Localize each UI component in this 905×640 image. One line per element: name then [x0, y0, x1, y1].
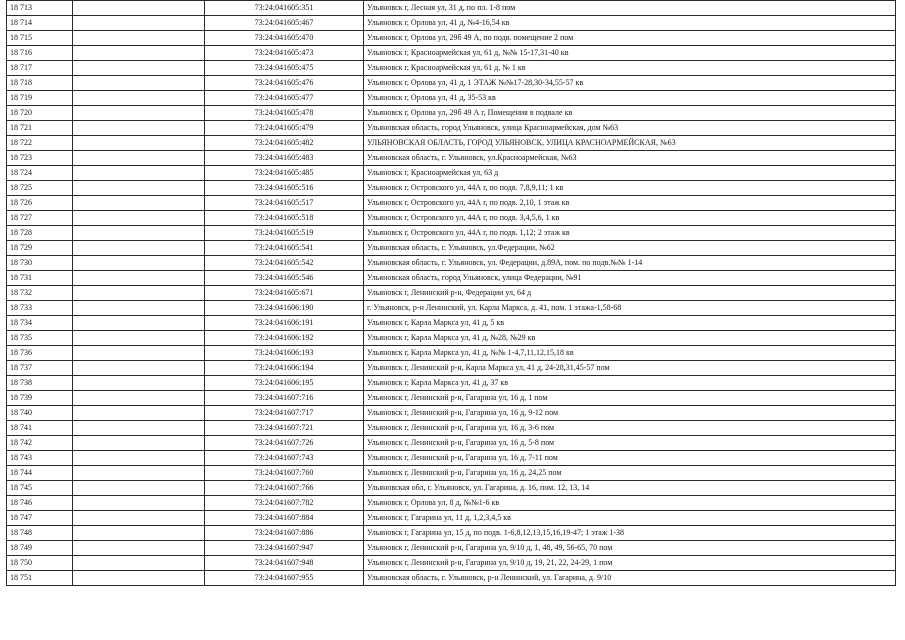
- table-row: [7, 226, 896, 241]
- table-row: [7, 496, 896, 511]
- cadastral-number-cell: 73:24:041607:884: [205, 511, 364, 526]
- empty-cell: [73, 106, 205, 121]
- row-number-cell: 18 715: [7, 31, 73, 46]
- row-number-cell: 18 733: [7, 301, 73, 316]
- address-cell: Ульяновск г, Карла Маркса ул, 41 д, №№ 1-4,7,11,12,15,18 кв: [364, 346, 896, 361]
- address-cell: Ульяновск г, Орлова ул, 29б 49 А г, Помещения в подвале кв: [364, 106, 896, 121]
- row-number-cell: 18 747: [7, 511, 73, 526]
- table-row: [7, 406, 896, 421]
- empty-cell: [73, 1, 205, 16]
- cadastral-number-cell: 73:24:041605:477: [205, 91, 364, 106]
- address-cell: Ульяновск г, Ленинский р-н, Гагарина ул, 9/10 д, 19, 21, 22, 24-29, 1 пом: [364, 556, 896, 571]
- address-cell: Ульяновск г, Ленинский р-н, Федерации ул, 64 д: [364, 286, 896, 301]
- address-cell: Ульяновск г, Островского ул, 44А г, по подв. 7,8,9,11; 1 кв: [364, 181, 896, 196]
- row-number-cell: 18 743: [7, 451, 73, 466]
- empty-cell: [73, 76, 205, 91]
- address-cell: Ульяновск г, Ленинский р-н, Гагарина ул, 16 д, 9-12 пом: [364, 406, 896, 421]
- address-cell: Ульяновск г, Орлова ул, 41 д, №4-16,54 кв: [364, 16, 896, 31]
- address-cell: Ульяновск г, Красноармейская ул, 61 д, № 1 кв: [364, 61, 896, 76]
- empty-cell: [73, 91, 205, 106]
- address-cell: Ульяновская область, г. Ульяновск, ул. Федерации, д.89А, пом. по подв.№№ 1-14: [364, 256, 896, 271]
- address-cell: Ульяновская область, г. Ульяновск, ул.Красноармейская, №63: [364, 151, 896, 166]
- table-row: [7, 241, 896, 256]
- row-number-cell: 18 741: [7, 421, 73, 436]
- address-cell: Ульяновск г, Красноармейская ул, 63 д: [364, 166, 896, 181]
- address-cell: Ульяновск г, Ленинский р-н, Гагарина ул, 16 д, 24,25 пом: [364, 466, 896, 481]
- table-row: [7, 316, 896, 331]
- table-row: [7, 451, 896, 466]
- address-cell: Ульяновск г, Островского ул, 44А г, по подв. 3,4,5,6, 1 кв: [364, 211, 896, 226]
- cadastral-number-cell: 73:24:041607:948: [205, 556, 364, 571]
- address-cell: Ульяновск г, Ленинский р-н, Карла Маркса ул, 41 д, 24-28,31,45-57 пом: [364, 361, 896, 376]
- row-number-cell: 18 735: [7, 331, 73, 346]
- table-row: [7, 331, 896, 346]
- cadastral-number-cell: 73:24:041605:541: [205, 241, 364, 256]
- address-cell: Ульяновская область, г. Ульяновск, р-н Ленинский, ул. Гагарина, д. 9/10: [364, 571, 896, 586]
- empty-cell: [73, 421, 205, 436]
- cadastral-number-cell: 73:24:041605:467: [205, 16, 364, 31]
- table-row: [7, 76, 896, 91]
- cadastral-number-cell: 73:24:041607:782: [205, 496, 364, 511]
- empty-cell: [73, 316, 205, 331]
- row-number-cell: 18 720: [7, 106, 73, 121]
- row-number-cell: 18 748: [7, 526, 73, 541]
- row-number-cell: 18 738: [7, 376, 73, 391]
- empty-cell: [73, 556, 205, 571]
- cadastral-number-cell: 73:24:041607:760: [205, 466, 364, 481]
- cadastral-number-cell: 73:24:041605:518: [205, 211, 364, 226]
- empty-cell: [73, 466, 205, 481]
- empty-cell: [73, 286, 205, 301]
- row-number-cell: 18 744: [7, 466, 73, 481]
- empty-cell: [73, 361, 205, 376]
- address-cell: Ульяновская область, город Ульяновск, улица Красноармейская, дом №63: [364, 121, 896, 136]
- table-row: [7, 376, 896, 391]
- row-number-cell: 18 740: [7, 406, 73, 421]
- address-cell: Ульяновск г, Красноармейская ул, 61 д, №№ 15-17,31-40 кв: [364, 46, 896, 61]
- empty-cell: [73, 121, 205, 136]
- row-number-cell: 18 729: [7, 241, 73, 256]
- table-row: [7, 61, 896, 76]
- table-row: [7, 571, 896, 586]
- empty-cell: [73, 196, 205, 211]
- address-cell: УЛЬЯНОВСКАЯ ОБЛАСТЬ, ГОРОД УЛЬЯНОВСК, УЛИЦА КРАСНОАРМЕЙСКАЯ, №63: [364, 136, 896, 151]
- row-number-cell: 18 734: [7, 316, 73, 331]
- row-number-cell: 18 713: [7, 1, 73, 16]
- row-number-cell: 18 732: [7, 286, 73, 301]
- table-row: [7, 361, 896, 376]
- empty-cell: [73, 436, 205, 451]
- cadastral-number-cell: 73:24:041607:721: [205, 421, 364, 436]
- empty-cell: [73, 181, 205, 196]
- address-cell: Ульяновск г, Гагарина ул, 11 д, 1,2,3,4,5 кв: [364, 511, 896, 526]
- row-number-cell: 18 716: [7, 46, 73, 61]
- cadastral-number-cell: 73:24:041607:716: [205, 391, 364, 406]
- cadastral-number-cell: 73:24:041606:191: [205, 316, 364, 331]
- cadastral-number-cell: 73:24:041607:947: [205, 541, 364, 556]
- table-row: [7, 481, 896, 496]
- address-cell: Ульяновская область, город Ульяновск, улица Федерации, №91: [364, 271, 896, 286]
- cadastral-number-cell: 73:24:041606:190: [205, 301, 364, 316]
- empty-cell: [73, 16, 205, 31]
- empty-cell: [73, 526, 205, 541]
- empty-cell: [73, 346, 205, 361]
- cadastral-number-cell: 73:24:041605:517: [205, 196, 364, 211]
- row-number-cell: 18 725: [7, 181, 73, 196]
- row-number-cell: 18 714: [7, 16, 73, 31]
- table-row: [7, 136, 896, 151]
- registry-table-body: [7, 1, 896, 586]
- cadastral-number-cell: 73:24:041605:476: [205, 76, 364, 91]
- empty-cell: [73, 61, 205, 76]
- table-row: [7, 166, 896, 181]
- empty-cell: [73, 511, 205, 526]
- row-number-cell: 18 723: [7, 151, 73, 166]
- row-number-cell: 18 726: [7, 196, 73, 211]
- empty-cell: [73, 451, 205, 466]
- registry-table: [6, 0, 896, 586]
- address-cell: Ульяновск г, Островского ул, 44А г, по подв. 1,12; 2 этаж кв: [364, 226, 896, 241]
- table-row: [7, 271, 896, 286]
- address-cell: Ульяновск г, Карла Маркса ул, 41 д, №28, №29 кв: [364, 331, 896, 346]
- empty-cell: [73, 256, 205, 271]
- empty-cell: [73, 376, 205, 391]
- cadastral-number-cell: 73:24:041605:470: [205, 31, 364, 46]
- empty-cell: [73, 136, 205, 151]
- address-cell: Ульяновск г, Островского ул, 44А г, по подв. 2,10, 1 этаж кв: [364, 196, 896, 211]
- table-row: [7, 181, 896, 196]
- address-cell: Ульяновская обл, г. Ульяновск, ул. Гагарина, д. 16, пом. 12, 13, 14: [364, 481, 896, 496]
- cadastral-number-cell: 73:24:041605:475: [205, 61, 364, 76]
- table-row: [7, 106, 896, 121]
- row-number-cell: 18 719: [7, 91, 73, 106]
- table-row: [7, 151, 896, 166]
- table-row: [7, 466, 896, 481]
- row-number-cell: 18 750: [7, 556, 73, 571]
- table-row: [7, 196, 896, 211]
- cadastral-number-cell: 73:24:041606:193: [205, 346, 364, 361]
- row-number-cell: 18 751: [7, 571, 73, 586]
- table-row: [7, 436, 896, 451]
- empty-cell: [73, 151, 205, 166]
- address-cell: Ульяновск г, Карла Маркса ул, 41 д, 37 кв: [364, 376, 896, 391]
- cadastral-number-cell: 73:24:041607:886: [205, 526, 364, 541]
- cadastral-number-cell: 73:24:041605:542: [205, 256, 364, 271]
- cadastral-number-cell: 73:24:041605:483: [205, 151, 364, 166]
- row-number-cell: 18 718: [7, 76, 73, 91]
- address-cell: Ульяновск г, Лесная ул, 31 д, по пл. 1-8 пом: [364, 1, 896, 16]
- row-number-cell: 18 746: [7, 496, 73, 511]
- cadastral-number-cell: 73:24:041605:671: [205, 286, 364, 301]
- empty-cell: [73, 46, 205, 61]
- empty-cell: [73, 301, 205, 316]
- table-row: [7, 1, 896, 16]
- row-number-cell: 18 737: [7, 361, 73, 376]
- cadastral-number-cell: 73:24:041605:482: [205, 136, 364, 151]
- cadastral-number-cell: 73:24:041605:546: [205, 271, 364, 286]
- cadastral-number-cell: 73:24:041605:351: [205, 1, 364, 16]
- address-cell: Ульяновская область, г. Ульяновск, ул.Федерации, №62: [364, 241, 896, 256]
- address-cell: Ульяновск г, Ленинский р-н, Гагарина ул, 16 д, 1 пом: [364, 391, 896, 406]
- table-row: [7, 346, 896, 361]
- empty-cell: [73, 481, 205, 496]
- row-number-cell: 18 745: [7, 481, 73, 496]
- cadastral-number-cell: 73:24:041605:473: [205, 46, 364, 61]
- table-row: [7, 211, 896, 226]
- table-row: [7, 91, 896, 106]
- address-cell: Ульяновск г, Орлова ул, 41 д, 1 ЭТАЖ №№17-28,30-34,55-57 кв: [364, 76, 896, 91]
- address-cell: г. Ульяновск, р-н Ленинский, ул. Карла Маркса, д. 41, пом. 1 этажа-1,58-68: [364, 301, 896, 316]
- cadastral-number-cell: 73:24:041605:479: [205, 121, 364, 136]
- cadastral-number-cell: 73:24:041606:194: [205, 361, 364, 376]
- table-row: [7, 511, 896, 526]
- row-number-cell: 18 736: [7, 346, 73, 361]
- address-cell: Ульяновск г, Гагарина ул, 15 д, по подв. 1-6,8,12,13,15,16,19-47; 1 этаж 1-38: [364, 526, 896, 541]
- cadastral-number-cell: 73:24:041605:516: [205, 181, 364, 196]
- table-row: [7, 121, 896, 136]
- address-cell: Ульяновск г, Орлова ул, 29б 49 А, по подв. помещение 2 пом: [364, 31, 896, 46]
- cadastral-number-cell: 73:24:041607:717: [205, 406, 364, 421]
- cadastral-number-cell: 73:24:041607:766: [205, 481, 364, 496]
- table-row: [7, 421, 896, 436]
- empty-cell: [73, 331, 205, 346]
- row-number-cell: 18 722: [7, 136, 73, 151]
- empty-cell: [73, 571, 205, 586]
- address-cell: Ульяновск г, Ленинский р-н, Гагарина ул, 9/10 д, 1, 48, 49, 56-65, 70 пом: [364, 541, 896, 556]
- table-row: [7, 31, 896, 46]
- row-number-cell: 18 739: [7, 391, 73, 406]
- empty-cell: [73, 496, 205, 511]
- cadastral-number-cell: 73:24:041605:478: [205, 106, 364, 121]
- row-number-cell: 18 731: [7, 271, 73, 286]
- address-cell: Ульяновск г, Ленинский р-н, Гагарина ул, 16 д, 3-6 пом: [364, 421, 896, 436]
- empty-cell: [73, 541, 205, 556]
- table-row: [7, 256, 896, 271]
- row-number-cell: 18 730: [7, 256, 73, 271]
- empty-cell: [73, 271, 205, 286]
- empty-cell: [73, 31, 205, 46]
- address-cell: Ульяновск г, Карла Маркса ул, 41 д, 5 кв: [364, 316, 896, 331]
- table-row: [7, 556, 896, 571]
- cadastral-number-cell: 73:24:041607:726: [205, 436, 364, 451]
- table-row: [7, 46, 896, 61]
- row-number-cell: 18 728: [7, 226, 73, 241]
- table-row: [7, 286, 896, 301]
- address-cell: Ульяновск г, Ленинский р-н, Гагарина ул, 16 д, 7-11 пом: [364, 451, 896, 466]
- table-row: [7, 16, 896, 31]
- cadastral-number-cell: 73:24:041605:485: [205, 166, 364, 181]
- row-number-cell: 18 742: [7, 436, 73, 451]
- cadastral-number-cell: 73:24:041607:743: [205, 451, 364, 466]
- empty-cell: [73, 166, 205, 181]
- table-row: [7, 526, 896, 541]
- row-number-cell: 18 721: [7, 121, 73, 136]
- empty-cell: [73, 241, 205, 256]
- address-cell: Ульяновск г, Орлова ул, 41 д, 35-53 кв: [364, 91, 896, 106]
- empty-cell: [73, 226, 205, 241]
- table-row: [7, 541, 896, 556]
- row-number-cell: 18 727: [7, 211, 73, 226]
- row-number-cell: 18 749: [7, 541, 73, 556]
- empty-cell: [73, 391, 205, 406]
- row-number-cell: 18 717: [7, 61, 73, 76]
- empty-cell: [73, 211, 205, 226]
- cadastral-number-cell: 73:24:041607:955: [205, 571, 364, 586]
- cadastral-number-cell: 73:24:041606:192: [205, 331, 364, 346]
- address-cell: Ульяновск г, Ленинский р-н, Гагарина ул, 16 д, 5-8 пом: [364, 436, 896, 451]
- empty-cell: [73, 406, 205, 421]
- address-cell: Ульяновск г, Орлова ул, 8 д, №№1-6 кв: [364, 496, 896, 511]
- cadastral-number-cell: 73:24:041605:519: [205, 226, 364, 241]
- table-row: [7, 301, 896, 316]
- cadastral-number-cell: 73:24:041606:195: [205, 376, 364, 391]
- table-row: [7, 391, 896, 406]
- row-number-cell: 18 724: [7, 166, 73, 181]
